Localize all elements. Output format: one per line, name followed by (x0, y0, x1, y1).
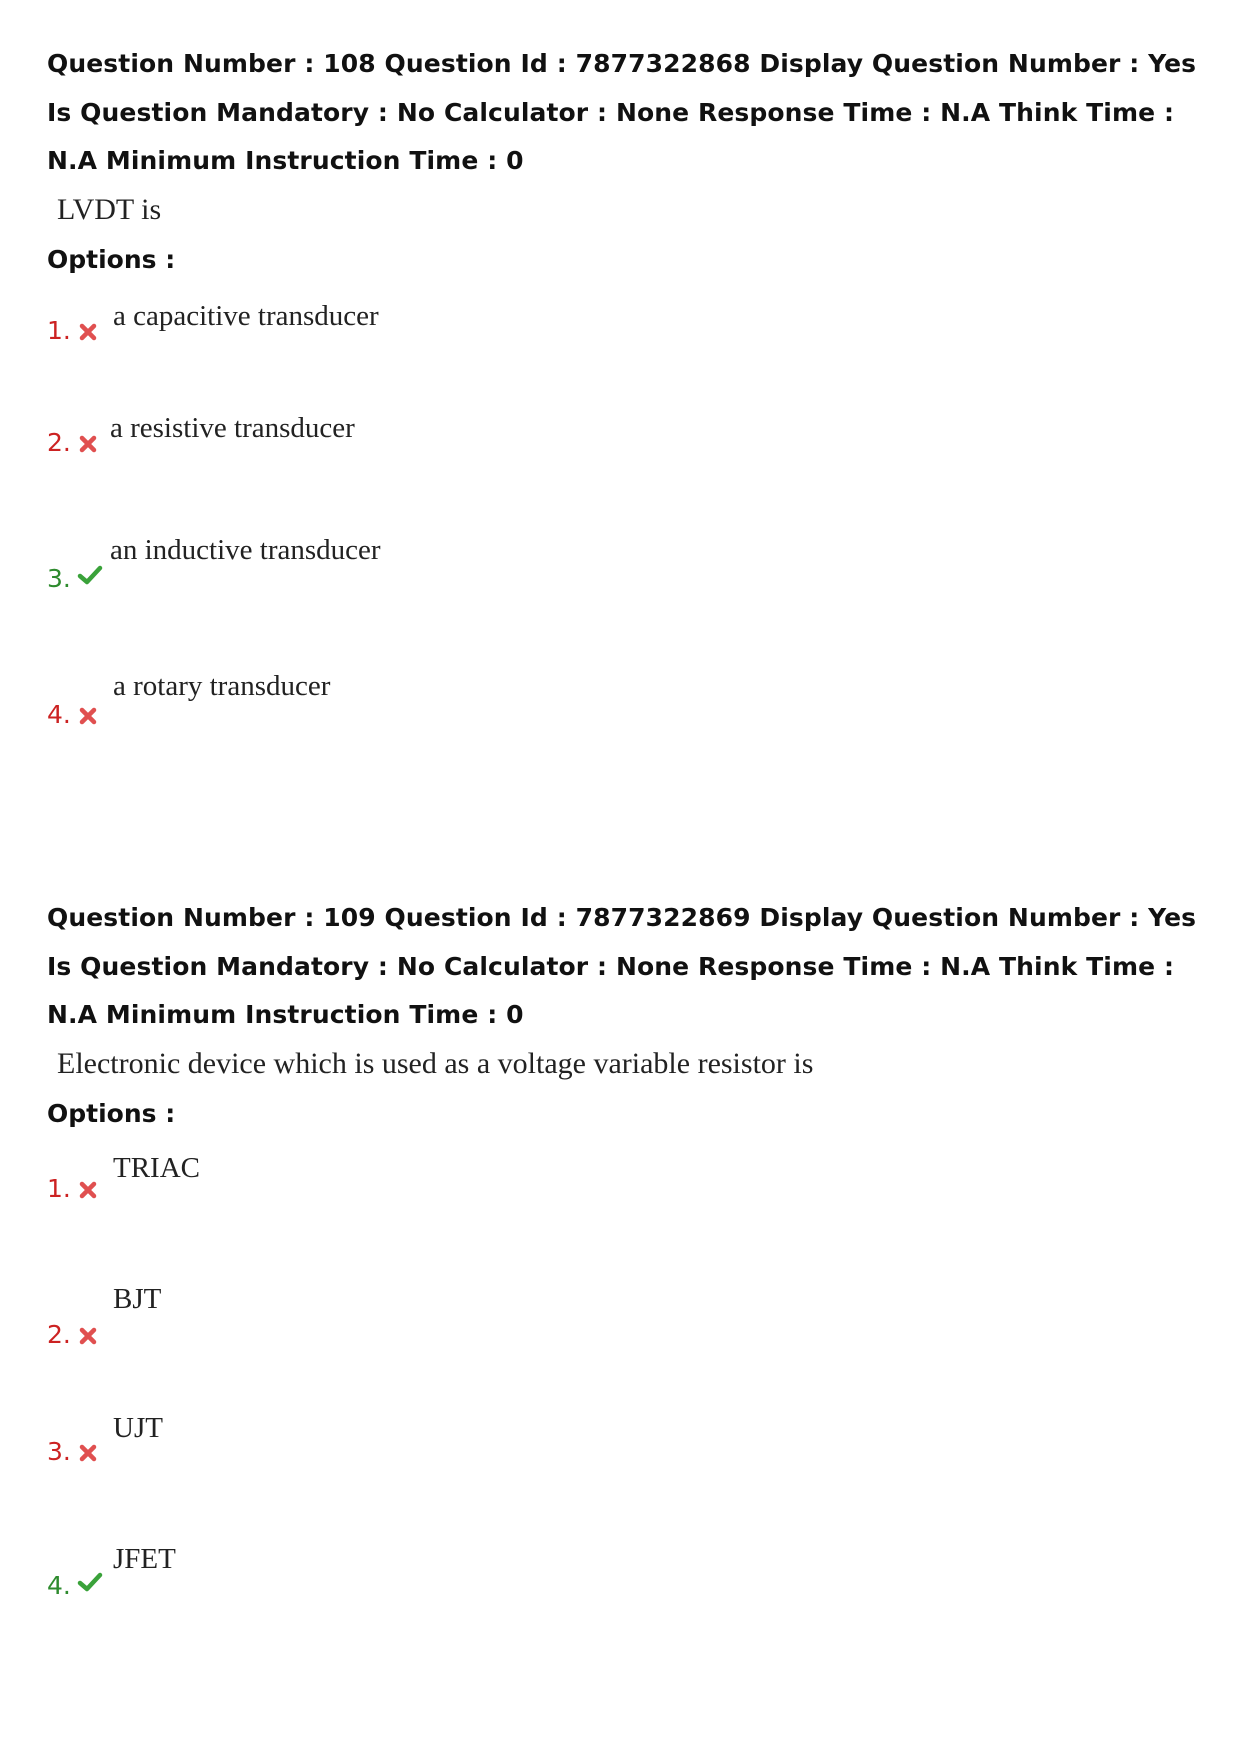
option-item (47, 1282, 1207, 1428)
option-item (47, 533, 1207, 670)
options-label: Options : (47, 244, 176, 274)
option-item (47, 1542, 1207, 1694)
check-icon (77, 1571, 103, 1593)
option-number: 1. (47, 315, 71, 345)
question-text: Electronic device which is used as a voltage variable resistor is (57, 1046, 814, 1080)
option-text: a rotary transducer (113, 669, 331, 702)
option-text: an inductive transducer (110, 533, 381, 566)
option-item (47, 298, 1207, 422)
option-number: 1. (47, 1173, 71, 1203)
cross-icon (77, 321, 99, 343)
question-meta: Question Number : 109 Question Id : 7877322869 Display Question Number : Yes Is Question Mandatory : No Calculator : None Response Time : N.A Think Time : N.A Minimum Instruction Time : 0 (47, 903, 1197, 1029)
option-number: 2. (47, 427, 71, 457)
question-meta: Question Number : 108 Question Id : 7877322868 Display Question Number : Yes Is Question Mandatory : No Calculator : None Response Time : N.A Think Time : N.A Minimum Instruction Time : 0 (47, 49, 1197, 175)
cross-icon (77, 1442, 99, 1464)
cross-icon (77, 705, 99, 727)
option-number: 3. (47, 563, 71, 593)
option-text: BJT (113, 1282, 162, 1315)
question-block (47, 894, 1207, 1694)
option-number: 3. (47, 1436, 71, 1466)
options-label: Options : (47, 1098, 176, 1128)
option-number: 4. (47, 699, 71, 729)
cross-icon (77, 1325, 99, 1347)
option-number: 4. (47, 1570, 71, 1600)
option-number: 2. (47, 1319, 71, 1349)
option-text: a capacitive transducer (113, 299, 379, 332)
option-item (47, 1411, 1207, 1561)
option-text: UJT (113, 1411, 163, 1444)
cross-icon (77, 1179, 99, 1201)
option-item (47, 670, 1207, 794)
option-item (47, 1151, 1207, 1295)
check-icon (77, 564, 103, 586)
option-text: JFET (113, 1542, 176, 1575)
cross-icon (77, 433, 99, 455)
option-item (47, 411, 1207, 546)
question-block (47, 40, 1207, 794)
question-text: LVDT is (57, 192, 162, 226)
option-text: a resistive transducer (110, 411, 355, 444)
option-text: TRIAC (113, 1151, 200, 1184)
